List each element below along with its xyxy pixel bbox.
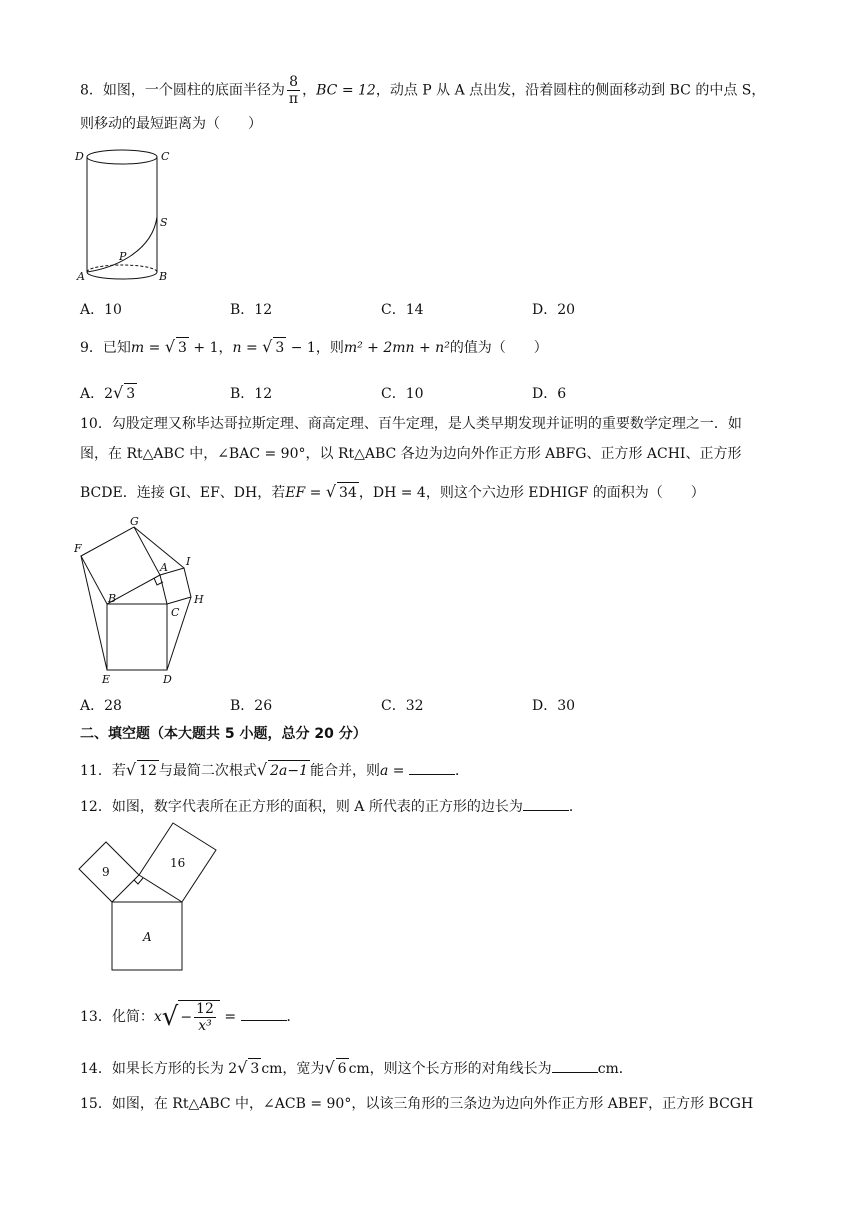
- q9-line: [80, 337, 548, 358]
- q13-period: ．: [286, 1009, 301, 1025]
- q10-line1: [80, 414, 742, 434]
- sqrt-icon: √: [237, 1058, 248, 1077]
- q10-text3a: BCDE．连接 GI、EF、DH，若: [80, 485, 286, 501]
- q14-unit: cm．: [597, 1061, 633, 1077]
- label-C: C: [161, 150, 170, 163]
- q10-line2: 图，在 Rt△ABC 中，∠BAC = 90°，以 Rt△ABC 各边为边向外作正方形 ABFG、正方形 ACHI、正方形: [80, 446, 742, 462]
- cylinder-bottom-back: [87, 265, 157, 272]
- q10-number: 10．: [80, 416, 112, 432]
- q14-answer-blank[interactable]: [552, 1060, 598, 1073]
- label-B: B: [108, 592, 117, 605]
- q14-line: [80, 1058, 633, 1079]
- q9-m-tail: + 1，: [188, 340, 233, 356]
- q9-text2: 的值为（ ）: [449, 340, 548, 356]
- q9-expression: m² + 2mn + n²: [343, 340, 450, 356]
- q11-number: 11．: [80, 763, 112, 779]
- q13-equals: =: [219, 1009, 241, 1025]
- q14-radicand1: 3: [248, 1058, 261, 1079]
- label-D: D: [75, 150, 84, 163]
- q12-text: 如图，数字代表所在正方形的面积，则 A 所代表的正方形的边长为: [111, 799, 523, 815]
- label-I: I: [186, 555, 191, 568]
- q9-n-tail: − 1，则: [286, 340, 344, 356]
- sqrt-icon: √: [113, 383, 124, 402]
- q12-period: ．: [568, 799, 583, 815]
- q11-answer-blank[interactable]: [409, 762, 455, 775]
- q15-line: [80, 1094, 753, 1114]
- q14-radicand2: 6: [336, 1058, 349, 1079]
- q8-text2: ，动点 P 从 A 点出发，沿着圆柱的侧面移动到 BC 的中点 S，: [375, 82, 766, 99]
- q13-minus: −: [180, 1009, 193, 1026]
- cylinder-top: [87, 150, 157, 164]
- q9-number: 9．: [80, 340, 103, 356]
- q9-m: m =: [130, 340, 165, 356]
- label-9: 9: [102, 865, 110, 879]
- q10-option-b[interactable]: B．26: [230, 698, 273, 714]
- q12-number: 12．: [80, 799, 112, 815]
- q10-line3: [80, 482, 705, 503]
- q13-text: 化简：: [111, 1009, 154, 1025]
- q8-line2: 则移动的最短距离为（ ）: [80, 116, 262, 132]
- label-E: E: [102, 673, 111, 686]
- q13-frac-num: 12: [196, 1001, 214, 1017]
- label-B: B: [159, 270, 168, 283]
- q11-radicand2: 2a−1: [268, 760, 310, 781]
- sqrt-icon: √: [125, 760, 137, 779]
- shortest-path-curve: [87, 217, 157, 272]
- q10-text3b: ，DH = 4，则这个六边形 EDHIGF 的面积为（ ）: [358, 485, 705, 501]
- q9-option-c[interactable]: C．10: [381, 386, 424, 402]
- q12-line: [80, 797, 583, 817]
- q14-text: 如果长方形的长为 2: [111, 1061, 238, 1077]
- label-A: A: [143, 930, 152, 944]
- q9-option-d[interactable]: D．6: [532, 386, 567, 402]
- q10-option-a[interactable]: A．28: [80, 698, 122, 714]
- q11-line: [80, 760, 469, 781]
- q8-text: 如图，一个圆柱的底面半径为: [102, 82, 285, 99]
- label-A: A: [160, 561, 168, 574]
- q9-option-a[interactable]: [80, 383, 137, 404]
- label-P: P: [119, 250, 127, 263]
- sqrt-icon: √: [256, 760, 268, 779]
- q11-period: ．: [454, 763, 469, 779]
- label-F: F: [74, 542, 82, 555]
- sqrt-icon: √: [161, 1002, 179, 1032]
- q11-text: 若: [111, 763, 126, 779]
- q8-option-d[interactable]: D．20: [532, 302, 576, 318]
- q11-text3: 能合并，则: [309, 763, 380, 779]
- q12-answer-blank[interactable]: [523, 798, 569, 811]
- section-title: 二、填空题（本大题共 5 小题，总分 20 分）: [80, 726, 367, 742]
- q14-text2: cm，宽为: [261, 1061, 325, 1077]
- q8-option-b[interactable]: B．12: [230, 302, 273, 318]
- q10-ef: EF =: [285, 485, 326, 501]
- label-H: H: [194, 593, 204, 606]
- label-S: S: [160, 216, 168, 229]
- q15-text: 如图，在 Rt△ABC 中，∠ACB = 90°，以该三角形的三条边为边向外作正方形 ABEF，正方形 BCGH: [111, 1096, 754, 1112]
- q11-text2: 与最简二次根式: [158, 763, 257, 779]
- q8-fraction: [287, 74, 300, 107]
- q9-option-b[interactable]: B．12: [230, 386, 273, 402]
- q8-option-a[interactable]: A．10: [80, 302, 122, 318]
- label-D: D: [163, 673, 172, 686]
- q9-option-a-radicand: 3: [124, 383, 137, 404]
- q8-option-c[interactable]: C．14: [381, 302, 424, 318]
- segment-EF: [81, 556, 107, 670]
- q11-var: a =: [379, 763, 409, 779]
- q8-frac-num: 8: [287, 74, 300, 91]
- q15-number: 15．: [80, 1096, 112, 1112]
- cylinder-bottom-front: [87, 272, 157, 279]
- q9-option-a-label: A．2: [80, 386, 114, 402]
- segment-GI: [134, 527, 184, 568]
- label-C: C: [171, 606, 180, 619]
- q13-number: 13．: [80, 1009, 112, 1025]
- sqrt-icon: √: [325, 482, 337, 501]
- q14-text3: cm，则这个长方形的对角线长为: [348, 1061, 552, 1077]
- q13-frac-den: x³: [198, 1018, 212, 1034]
- q10-ef-radicand: 34: [337, 482, 359, 503]
- q12-squares-figure: [74, 820, 224, 975]
- label-A: A: [77, 270, 85, 283]
- q9-n-radicand: 3: [273, 337, 286, 358]
- q10-option-d[interactable]: D．30: [532, 698, 576, 714]
- q8-frac-den: π: [288, 91, 299, 107]
- q9-text: 已知: [102, 340, 131, 356]
- q11-radicand1: 12: [137, 760, 159, 781]
- q8-bc: BC = 12: [316, 82, 376, 99]
- q8-line1: [80, 74, 765, 107]
- q13-x: x: [153, 1009, 162, 1025]
- q8-number: 8．: [80, 82, 103, 99]
- sqrt-icon: √: [324, 1058, 335, 1077]
- q10-option-c[interactable]: C．32: [381, 698, 424, 714]
- label-G: G: [130, 515, 139, 528]
- square-BCDE: [107, 604, 167, 670]
- q10-text1: 勾股定理又称毕达哥拉斯定理、商高定理、百牛定理，是人类早期发现并证明的重要数学定理之一．如: [111, 416, 742, 432]
- q13-line: [80, 1000, 301, 1034]
- q13-answer-blank[interactable]: [241, 1008, 287, 1021]
- q10-pythagoras-figure: [74, 515, 214, 687]
- sqrt-icon: √: [164, 337, 176, 356]
- label-16: 16: [170, 856, 186, 870]
- sqrt-icon: √: [262, 337, 273, 356]
- q9-m-radicand: 3: [176, 337, 189, 358]
- q14-number: 14．: [80, 1061, 112, 1077]
- q8-cylinder-figure: [74, 142, 184, 287]
- q13-fraction: [194, 1001, 216, 1034]
- q8-comma: ，: [302, 82, 317, 99]
- q9-n: n =: [232, 340, 263, 356]
- q13-radicand: [178, 1000, 220, 1034]
